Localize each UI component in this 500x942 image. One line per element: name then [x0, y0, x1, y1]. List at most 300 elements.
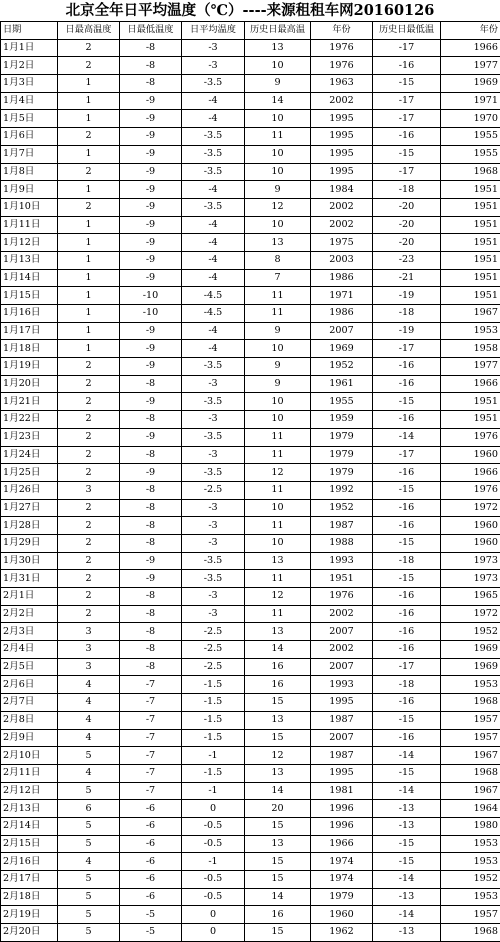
cell-record-high-year: 2003	[311, 251, 373, 269]
cell-daily-high: 5	[58, 924, 120, 942]
table-row	[1, 464, 500, 482]
cell-record-low: -13	[373, 924, 441, 942]
cell-record-high-year: 1993	[311, 552, 373, 570]
cell-daily-low: -9	[120, 428, 182, 446]
cell-date: 2月7日	[1, 694, 58, 712]
cell-daily-high: 2	[58, 464, 120, 482]
cell-record-low: -16	[373, 588, 441, 606]
table-row	[1, 906, 500, 924]
cell-daily-low: -8	[120, 641, 182, 659]
cell-date: 1月18日	[1, 340, 58, 358]
cell-record-low-year: 1957	[441, 729, 500, 747]
cell-record-low: -15	[373, 393, 441, 411]
cell-date: 2月13日	[1, 800, 58, 818]
cell-daily-high: 1	[58, 251, 120, 269]
page-title: 北京全年日平均温度（℃）----来源租租车网20160126	[0, 0, 500, 21]
cell-date: 1月22日	[1, 411, 58, 429]
cell-record-low-year: 1958	[441, 340, 500, 358]
cell-record-low: -17	[373, 163, 441, 181]
cell-daily-avg: -3	[182, 499, 245, 517]
table-row	[1, 128, 500, 146]
cell-date: 1月31日	[1, 570, 58, 588]
cell-record-high: 15	[245, 871, 311, 889]
cell-record-high-year: 1984	[311, 181, 373, 199]
cell-daily-avg: -3.5	[182, 552, 245, 570]
cell-daily-avg: -0.5	[182, 871, 245, 889]
cell-record-high: 13	[245, 39, 311, 57]
cell-daily-avg: -1	[182, 782, 245, 800]
cell-daily-low: -8	[120, 75, 182, 93]
cell-date: 2月17日	[1, 871, 58, 889]
table-row	[1, 481, 500, 499]
cell-record-high-year: 1974	[311, 853, 373, 871]
cell-daily-high: 2	[58, 446, 120, 464]
cell-date: 1月10日	[1, 198, 58, 216]
table-row	[1, 181, 500, 199]
table-row	[1, 517, 500, 535]
cell-record-low: -15	[373, 764, 441, 782]
cell-daily-low: -8	[120, 446, 182, 464]
cell-daily-avg: -4	[182, 181, 245, 199]
cell-record-high-year: 2002	[311, 641, 373, 659]
cell-record-low-year: 1953	[441, 676, 500, 694]
cell-daily-low: -9	[120, 269, 182, 287]
cell-daily-high: 4	[58, 694, 120, 712]
table-row	[1, 428, 500, 446]
cell-record-high-year: 1976	[311, 57, 373, 75]
cell-date: 1月23日	[1, 428, 58, 446]
cell-record-high-year: 1995	[311, 128, 373, 146]
cell-record-high-year: 1993	[311, 676, 373, 694]
cell-date: 1月24日	[1, 446, 58, 464]
table-row	[1, 411, 500, 429]
cell-daily-high: 6	[58, 800, 120, 818]
cell-daily-high: 4	[58, 764, 120, 782]
cell-record-low: -15	[373, 853, 441, 871]
cell-date: 2月8日	[1, 711, 58, 729]
table-row	[1, 552, 500, 570]
table-body	[1, 39, 500, 941]
cell-date: 2月1日	[1, 588, 58, 606]
cell-record-low: -20	[373, 198, 441, 216]
cell-date: 1月19日	[1, 358, 58, 376]
cell-daily-avg: -1.5	[182, 694, 245, 712]
table-row	[1, 216, 500, 234]
cell-daily-avg: -2.5	[182, 481, 245, 499]
cell-record-high-year: 1987	[311, 517, 373, 535]
cell-record-low-year: 1952	[441, 871, 500, 889]
table-row	[1, 641, 500, 659]
table-row	[1, 871, 500, 889]
header-record-low: 历史日最低温	[373, 22, 441, 40]
cell-daily-avg: -0.5	[182, 835, 245, 853]
table-row	[1, 393, 500, 411]
table-row	[1, 924, 500, 942]
cell-record-high-year: 1974	[311, 871, 373, 889]
cell-daily-low: -9	[120, 110, 182, 128]
cell-record-low: -16	[373, 57, 441, 75]
cell-record-low-year: 1951	[441, 269, 500, 287]
cell-daily-avg: 0	[182, 800, 245, 818]
table-row	[1, 322, 500, 340]
table-row	[1, 570, 500, 588]
cell-record-high: 9	[245, 358, 311, 376]
cell-record-low: -20	[373, 216, 441, 234]
cell-record-low: -17	[373, 658, 441, 676]
cell-record-low: -16	[373, 358, 441, 376]
cell-daily-low: -8	[120, 534, 182, 552]
table-row	[1, 747, 500, 765]
cell-daily-high: 4	[58, 676, 120, 694]
cell-daily-low: -9	[120, 181, 182, 199]
cell-date: 1月17日	[1, 322, 58, 340]
cell-record-low: -17	[373, 39, 441, 57]
cell-daily-avg: -4	[182, 322, 245, 340]
cell-date: 2月5日	[1, 658, 58, 676]
cell-daily-low: -9	[120, 198, 182, 216]
cell-record-high-year: 2002	[311, 92, 373, 110]
cell-daily-low: -8	[120, 605, 182, 623]
cell-daily-avg: -3.5	[182, 428, 245, 446]
cell-daily-avg: -4	[182, 110, 245, 128]
cell-record-low-year: 1951	[441, 181, 500, 199]
cell-daily-high: 2	[58, 428, 120, 446]
cell-record-high-year: 1976	[311, 39, 373, 57]
cell-daily-low: -9	[120, 340, 182, 358]
cell-date: 1月6日	[1, 128, 58, 146]
cell-record-high: 10	[245, 145, 311, 163]
cell-daily-low: -9	[120, 128, 182, 146]
cell-daily-high: 2	[58, 163, 120, 181]
cell-record-high: 11	[245, 446, 311, 464]
cell-record-low-year: 1966	[441, 375, 500, 393]
cell-record-low-year: 1953	[441, 853, 500, 871]
cell-record-high-year: 1952	[311, 499, 373, 517]
cell-record-low-year: 1972	[441, 605, 500, 623]
cell-date: 2月11日	[1, 764, 58, 782]
cell-record-high: 15	[245, 924, 311, 942]
cell-daily-low: -6	[120, 800, 182, 818]
cell-daily-low: -6	[120, 888, 182, 906]
cell-date: 1月21日	[1, 393, 58, 411]
cell-daily-low: -9	[120, 145, 182, 163]
table-row	[1, 358, 500, 376]
cell-record-low-year: 1973	[441, 570, 500, 588]
cell-daily-low: -9	[120, 358, 182, 376]
cell-record-low-year: 1951	[441, 287, 500, 305]
cell-record-low-year: 1969	[441, 658, 500, 676]
cell-record-high: 13	[245, 234, 311, 252]
cell-record-high-year: 1963	[311, 75, 373, 93]
cell-date: 1月1日	[1, 39, 58, 57]
cell-date: 1月13日	[1, 251, 58, 269]
cell-daily-avg: -3.5	[182, 75, 245, 93]
cell-date: 1月7日	[1, 145, 58, 163]
cell-record-low-year: 1960	[441, 446, 500, 464]
cell-record-low-year: 1953	[441, 835, 500, 853]
cell-daily-high: 5	[58, 747, 120, 765]
cell-date: 2月16日	[1, 853, 58, 871]
header-record-high: 历史日最高温	[245, 22, 311, 40]
cell-record-high: 14	[245, 888, 311, 906]
cell-daily-low: -9	[120, 322, 182, 340]
cell-record-high-year: 2007	[311, 658, 373, 676]
cell-daily-low: -8	[120, 623, 182, 641]
cell-record-high-year: 1979	[311, 428, 373, 446]
cell-record-high-year: 2007	[311, 729, 373, 747]
cell-record-high-year: 2002	[311, 605, 373, 623]
cell-record-low: -15	[373, 75, 441, 93]
cell-record-low-year: 1968	[441, 163, 500, 181]
cell-daily-low: -8	[120, 499, 182, 517]
cell-daily-avg: -3	[182, 446, 245, 464]
cell-date: 2月9日	[1, 729, 58, 747]
cell-daily-high: 1	[58, 92, 120, 110]
cell-record-low: -15	[373, 570, 441, 588]
cell-date: 1月14日	[1, 269, 58, 287]
table-row	[1, 588, 500, 606]
header-daily-avg: 日平均温度	[182, 22, 245, 40]
cell-daily-high: 2	[58, 552, 120, 570]
cell-record-low: -16	[373, 499, 441, 517]
cell-record-high: 11	[245, 605, 311, 623]
cell-record-low-year: 1960	[441, 517, 500, 535]
table-row	[1, 658, 500, 676]
cell-date: 1月3日	[1, 75, 58, 93]
cell-daily-low: -9	[120, 163, 182, 181]
cell-record-low-year: 1966	[441, 39, 500, 57]
cell-record-low: -21	[373, 269, 441, 287]
cell-record-low-year: 1976	[441, 428, 500, 446]
cell-record-high-year: 1976	[311, 588, 373, 606]
cell-daily-low: -8	[120, 375, 182, 393]
cell-date: 1月5日	[1, 110, 58, 128]
cell-record-high-year: 1975	[311, 234, 373, 252]
cell-record-high-year: 2002	[311, 216, 373, 234]
cell-daily-high: 2	[58, 588, 120, 606]
cell-record-high-year: 1952	[311, 358, 373, 376]
cell-record-low-year: 1968	[441, 694, 500, 712]
cell-daily-high: 1	[58, 181, 120, 199]
cell-record-high-year: 1987	[311, 711, 373, 729]
cell-record-high-year: 1986	[311, 269, 373, 287]
cell-record-high: 11	[245, 481, 311, 499]
cell-record-high: 15	[245, 817, 311, 835]
cell-record-high: 16	[245, 906, 311, 924]
cell-daily-low: -7	[120, 782, 182, 800]
cell-daily-avg: -3	[182, 517, 245, 535]
cell-daily-avg: -3.5	[182, 145, 245, 163]
cell-daily-high: 5	[58, 782, 120, 800]
cell-daily-low: -8	[120, 411, 182, 429]
cell-record-low-year: 1952	[441, 623, 500, 641]
cell-date: 1月11日	[1, 216, 58, 234]
cell-record-low: -23	[373, 251, 441, 269]
cell-daily-high: 2	[58, 39, 120, 57]
cell-date: 1月9日	[1, 181, 58, 199]
cell-daily-high: 1	[58, 145, 120, 163]
cell-record-high: 15	[245, 853, 311, 871]
cell-record-low: -16	[373, 729, 441, 747]
cell-daily-low: -8	[120, 39, 182, 57]
cell-record-high-year: 1960	[311, 906, 373, 924]
cell-date: 2月20日	[1, 924, 58, 942]
cell-daily-avg: -3.5	[182, 163, 245, 181]
cell-record-high-year: 2007	[311, 623, 373, 641]
cell-record-low-year: 1964	[441, 800, 500, 818]
cell-record-low: -16	[373, 641, 441, 659]
cell-record-high: 13	[245, 623, 311, 641]
cell-record-high-year: 1979	[311, 464, 373, 482]
cell-record-low: -16	[373, 411, 441, 429]
cell-record-low-year: 1951	[441, 216, 500, 234]
cell-record-high: 10	[245, 57, 311, 75]
cell-record-high: 13	[245, 552, 311, 570]
table-row	[1, 764, 500, 782]
cell-daily-avg: -4.5	[182, 305, 245, 323]
cell-daily-low: -7	[120, 729, 182, 747]
header-daily-high: 日最高温度	[58, 22, 120, 40]
cell-record-high-year: 1992	[311, 481, 373, 499]
cell-date: 2月19日	[1, 906, 58, 924]
table-row	[1, 375, 500, 393]
table-row	[1, 446, 500, 464]
cell-date: 2月12日	[1, 782, 58, 800]
cell-record-low-year: 1951	[441, 393, 500, 411]
table-row	[1, 623, 500, 641]
cell-date: 1月27日	[1, 499, 58, 517]
cell-daily-low: -9	[120, 552, 182, 570]
cell-record-low-year: 1967	[441, 747, 500, 765]
cell-record-low: -18	[373, 552, 441, 570]
cell-daily-low: -9	[120, 234, 182, 252]
cell-daily-avg: -3	[182, 605, 245, 623]
cell-daily-avg: -3.5	[182, 198, 245, 216]
table-row	[1, 605, 500, 623]
cell-daily-low: -7	[120, 694, 182, 712]
cell-record-low-year: 1951	[441, 251, 500, 269]
cell-record-high: 14	[245, 641, 311, 659]
cell-date: 2月14日	[1, 817, 58, 835]
table-row	[1, 534, 500, 552]
cell-record-high-year: 1961	[311, 375, 373, 393]
cell-daily-high: 1	[58, 75, 120, 93]
cell-record-high: 12	[245, 747, 311, 765]
cell-daily-high: 2	[58, 499, 120, 517]
cell-record-high: 10	[245, 340, 311, 358]
table-row	[1, 499, 500, 517]
cell-date: 1月8日	[1, 163, 58, 181]
cell-record-low-year: 1957	[441, 711, 500, 729]
cell-daily-low: -7	[120, 711, 182, 729]
cell-record-high: 10	[245, 411, 311, 429]
cell-date: 2月6日	[1, 676, 58, 694]
table-row	[1, 853, 500, 871]
cell-daily-low: -8	[120, 517, 182, 535]
cell-daily-avg: -1	[182, 747, 245, 765]
cell-daily-low: -7	[120, 764, 182, 782]
cell-record-high-year: 1986	[311, 305, 373, 323]
cell-record-high: 11	[245, 570, 311, 588]
cell-daily-high: 1	[58, 322, 120, 340]
cell-daily-low: -9	[120, 92, 182, 110]
cell-daily-avg: -3.5	[182, 128, 245, 146]
cell-daily-high: 5	[58, 906, 120, 924]
cell-record-high-year: 1979	[311, 888, 373, 906]
cell-daily-high: 1	[58, 216, 120, 234]
cell-daily-low: -5	[120, 906, 182, 924]
cell-record-high-year: 1971	[311, 287, 373, 305]
cell-record-low: -17	[373, 446, 441, 464]
cell-record-low: -13	[373, 888, 441, 906]
cell-record-high: 12	[245, 464, 311, 482]
cell-record-low: -16	[373, 694, 441, 712]
cell-daily-high: 4	[58, 729, 120, 747]
table-row	[1, 110, 500, 128]
cell-record-low: -14	[373, 871, 441, 889]
table-row	[1, 305, 500, 323]
cell-record-high: 15	[245, 694, 311, 712]
cell-daily-low: -9	[120, 570, 182, 588]
cell-daily-high: 2	[58, 358, 120, 376]
cell-record-high: 10	[245, 216, 311, 234]
cell-record-high-year: 1995	[311, 764, 373, 782]
cell-daily-avg: -2.5	[182, 641, 245, 659]
cell-daily-high: 5	[58, 888, 120, 906]
cell-daily-high: 1	[58, 340, 120, 358]
cell-record-low: -19	[373, 287, 441, 305]
cell-daily-high: 2	[58, 517, 120, 535]
cell-record-high-year: 1996	[311, 800, 373, 818]
cell-record-low-year: 1967	[441, 305, 500, 323]
cell-date: 1月28日	[1, 517, 58, 535]
table-row	[1, 198, 500, 216]
cell-record-high-year: 1987	[311, 747, 373, 765]
cell-record-low-year: 1969	[441, 75, 500, 93]
cell-daily-high: 1	[58, 234, 120, 252]
cell-daily-avg: -4	[182, 234, 245, 252]
cell-record-low-year: 1966	[441, 464, 500, 482]
cell-record-high: 9	[245, 375, 311, 393]
cell-daily-avg: -3.5	[182, 464, 245, 482]
cell-record-low-year: 1965	[441, 588, 500, 606]
cell-daily-low: -9	[120, 216, 182, 234]
cell-record-low: -16	[373, 464, 441, 482]
cell-daily-avg: -3	[182, 375, 245, 393]
cell-record-high: 11	[245, 428, 311, 446]
table-row	[1, 676, 500, 694]
cell-daily-avg: -4	[182, 251, 245, 269]
header-record-low-year: 年份	[441, 22, 500, 40]
cell-daily-avg: -4	[182, 92, 245, 110]
table-row	[1, 711, 500, 729]
cell-date: 2月15日	[1, 835, 58, 853]
cell-daily-high: 1	[58, 110, 120, 128]
cell-record-high: 11	[245, 287, 311, 305]
cell-record-low-year: 1977	[441, 358, 500, 376]
cell-daily-high: 2	[58, 605, 120, 623]
cell-record-high-year: 2002	[311, 198, 373, 216]
cell-daily-high: 2	[58, 534, 120, 552]
cell-record-low: -15	[373, 711, 441, 729]
table-row	[1, 163, 500, 181]
cell-record-low: -19	[373, 322, 441, 340]
cell-record-low-year: 1953	[441, 888, 500, 906]
cell-record-high: 13	[245, 764, 311, 782]
cell-record-low-year: 1980	[441, 817, 500, 835]
cell-daily-avg: -4.5	[182, 287, 245, 305]
cell-record-low-year: 1972	[441, 499, 500, 517]
